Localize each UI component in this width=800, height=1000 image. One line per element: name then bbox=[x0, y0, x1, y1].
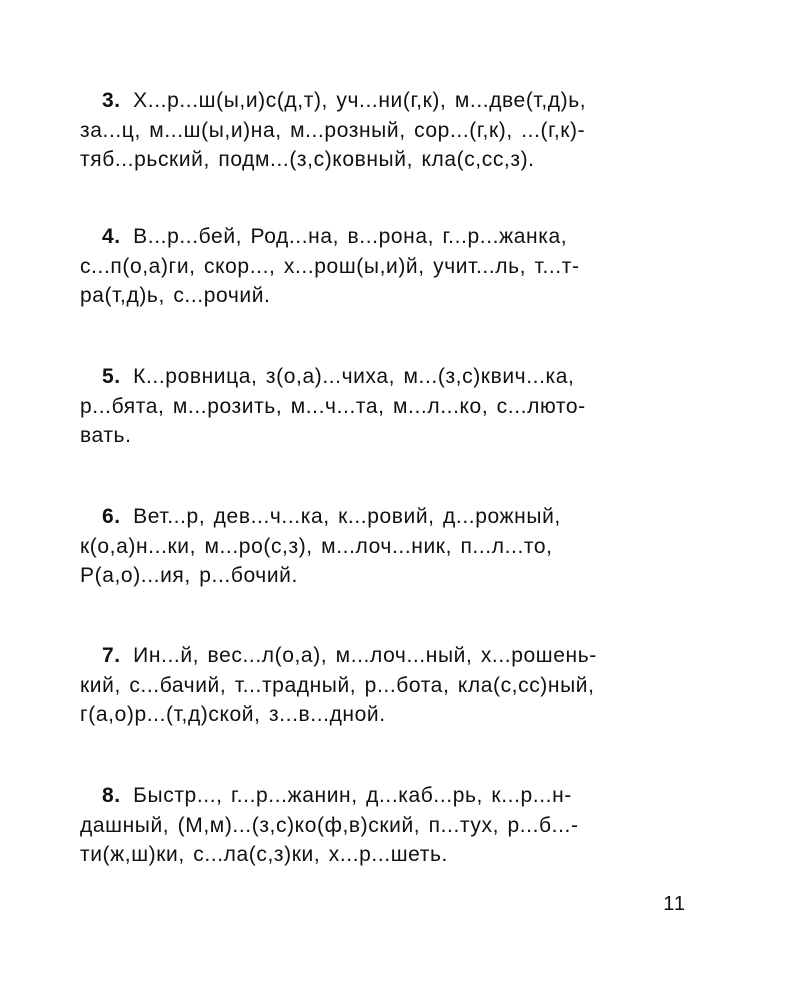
exercise-line bbox=[80, 641, 686, 671]
exercise-line bbox=[80, 222, 686, 252]
exercise-line: к(о,а)н...ки, м...ро(с,з), м...лоч...ник, п...л...то, bbox=[80, 534, 553, 558]
exercise-line bbox=[80, 362, 686, 392]
exercise-7 bbox=[80, 641, 686, 730]
exercise-text: В...р...бей, Род...на, в...рона, г...р...жанка, bbox=[133, 225, 568, 248]
exercise-8 bbox=[80, 781, 686, 870]
exercise-3 bbox=[80, 86, 686, 175]
exercise-4 bbox=[80, 222, 686, 311]
exercise-line: вать. bbox=[80, 424, 132, 447]
exercise-line: г(а,о)р...(т,д)ской, з...в...дной. bbox=[80, 703, 386, 726]
exercise-5 bbox=[80, 362, 686, 451]
exercise-text: Быстр..., г...р...жанин, д...каб...рь, к...р...н- bbox=[133, 784, 572, 807]
exercise-number: 8. bbox=[102, 784, 121, 807]
exercise-line: кий, с...бачий, т...традный, р...бота, кла(с,сс)ный, bbox=[80, 673, 595, 697]
exercise-text: Х...р...ш(ы,и)с(д,т), уч...ни(г,к), м...две(т,д)ь, bbox=[133, 89, 587, 112]
exercise-line bbox=[80, 86, 686, 116]
exercise-line bbox=[80, 781, 686, 811]
exercise-number: 7. bbox=[102, 644, 121, 667]
exercise-line bbox=[80, 502, 686, 532]
exercise-text: Ин...й, вес...л(о,а), м...лоч...ный, х...рошень- bbox=[133, 644, 597, 667]
exercise-text: Вет...р, дев...ч...ка, к...ровий, д...рожный, bbox=[133, 505, 561, 528]
exercise-line: дашный, (М,м)...(з,с)ко(ф,в)ский, п...тух, р...б...- bbox=[80, 813, 579, 837]
exercise-number: 4. bbox=[102, 225, 121, 248]
exercise-line: ти(ж,ш)ки, с...ла(с,з)ки, х...р...шеть. bbox=[80, 843, 448, 866]
exercise-number: 6. bbox=[102, 505, 121, 528]
exercise-number: 3. bbox=[102, 89, 121, 112]
exercise-line: ра(т,д)ь, с...рочий. bbox=[80, 284, 271, 307]
exercise-text: К...ровница, з(о,а)...чиха, м...(з,с)квич...ка, bbox=[133, 365, 575, 388]
exercise-line: с...п(о,а)ги, скор..., х...рош(ы,и)й, учит...ль, т...т- bbox=[80, 254, 580, 278]
exercise-6 bbox=[80, 502, 686, 591]
exercise-line: тяб...рьский, подм...(з,с)ковный, кла(с,сс,з). bbox=[80, 148, 535, 171]
exercise-line: за...ц, м...ш(ы,и)на, м...розный, сор...(г,к), ...(г,к)- bbox=[80, 118, 586, 142]
exercise-line: Р(а,о)...ия, р...бочий. bbox=[80, 564, 298, 587]
page-number: 11 bbox=[663, 893, 686, 915]
exercise-number: 5. bbox=[102, 365, 121, 388]
exercise-line: р...бята, м...розить, м...ч...та, м...л...ко, с...люто- bbox=[80, 394, 586, 418]
